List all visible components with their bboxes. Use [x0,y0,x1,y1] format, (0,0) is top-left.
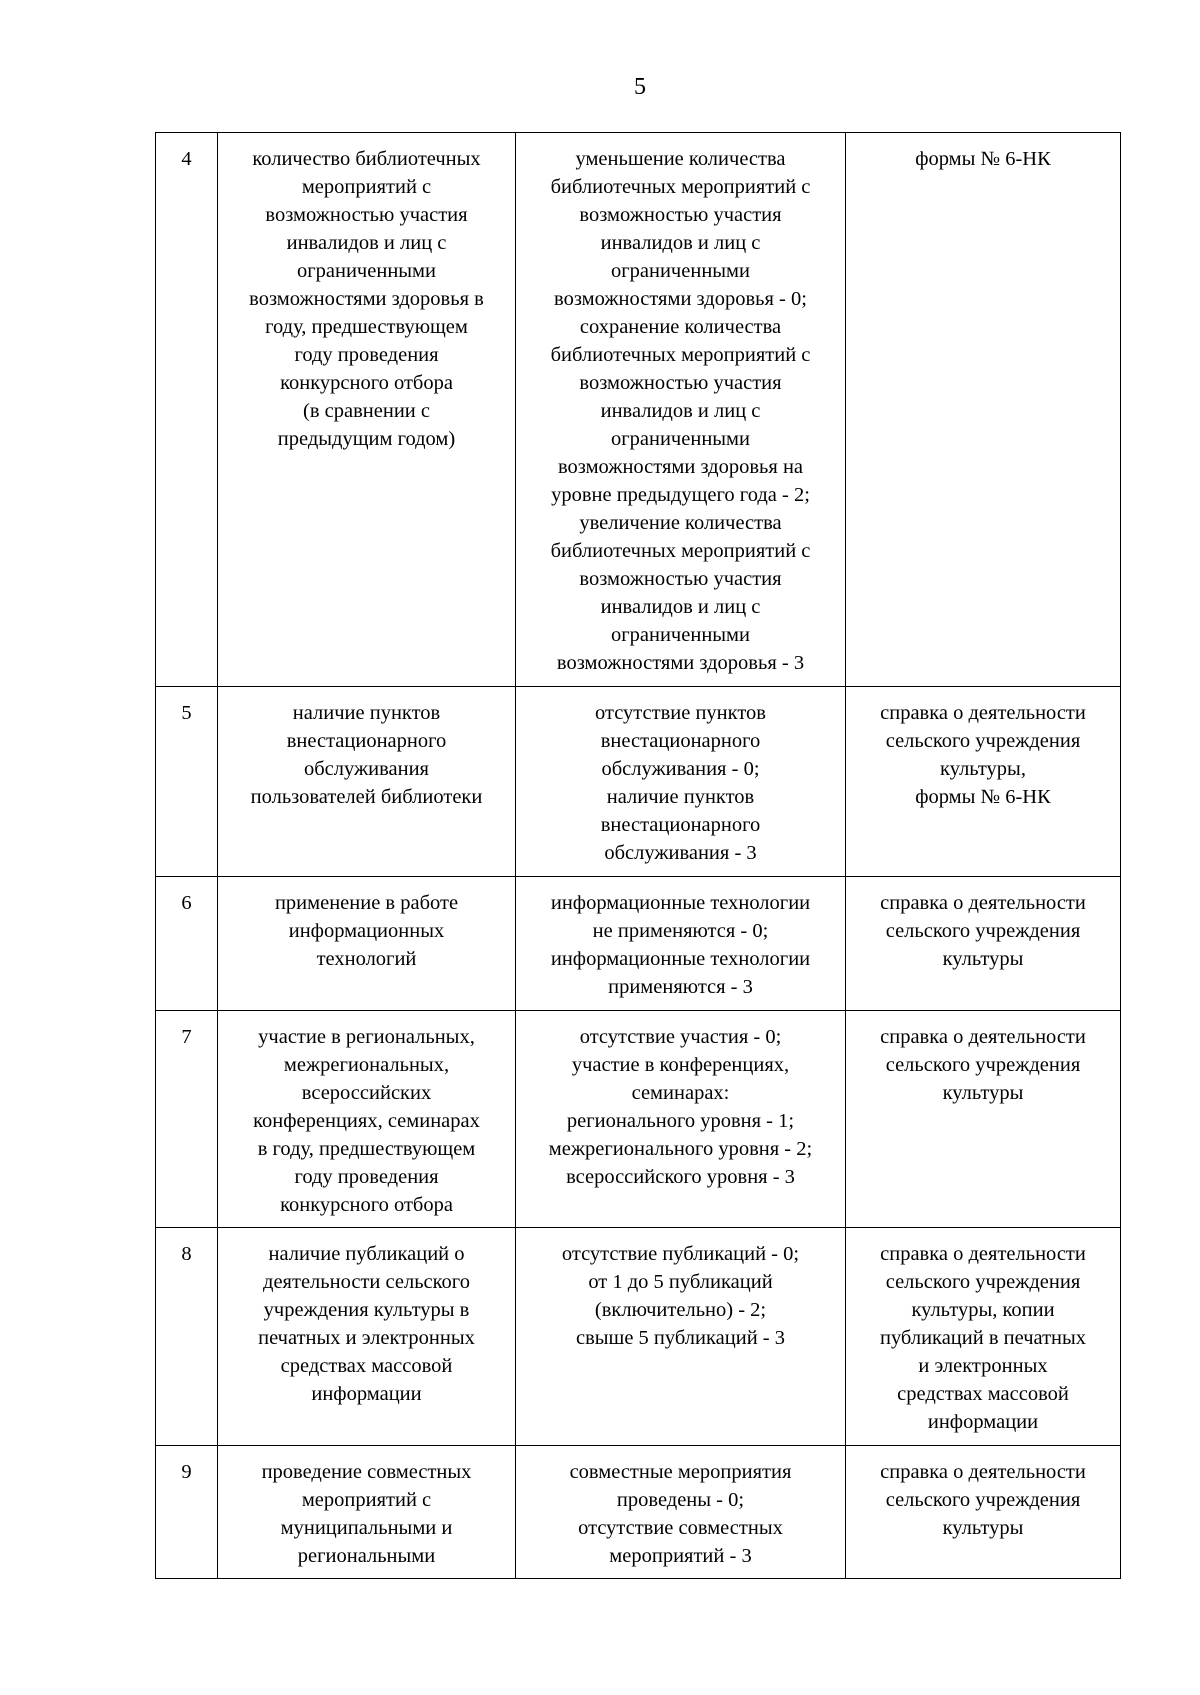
scoring-cell: отсутствие участия - 0; участие в конференциях, семинарах: регионального уровня - 1; межрегионального уровня - 2; всероссийского уровня - 3 [516,1011,846,1228]
scoring-cell: отсутствие пунктов внестационарного обслуживания - 0; наличие пунктов внестационарного обслуживания - 3 [516,687,846,877]
table-row [156,687,1121,877]
criterion-cell: наличие пунктов внестационарного обслуживания пользователей библиотеки [218,687,516,877]
table-row [156,1446,1121,1579]
scoring-cell: совместные мероприятия проведены - 0; отсутствие совместных мероприятий - 3 [516,1446,846,1579]
row-number: 7 [156,1011,218,1228]
criterion-cell: проведение совместных мероприятий с муниципальными и региональными [218,1446,516,1579]
scoring-cell: информационные технологии не применяются - 0; информационные технологии применяются - 3 [516,877,846,1011]
table-row [156,877,1121,1011]
source-cell: формы № 6-НК [846,133,1121,687]
scoring-cell: отсутствие публикаций - 0; от 1 до 5 публикаций (включительно) - 2; свыше 5 публикаций - 3 [516,1228,846,1446]
table-row [156,133,1121,687]
source-cell: справка о деятельности сельского учреждения культуры [846,1011,1121,1228]
source-cell: справка о деятельности сельского учреждения культуры [846,877,1121,1011]
row-number: 6 [156,877,218,1011]
page-number: 5 [634,74,646,100]
criterion-cell: наличие публикаций о деятельности сельского учреждения культуры в печатных и электронных средствах массовой информации [218,1228,516,1446]
criteria-table [155,132,1121,1579]
row-number: 5 [156,687,218,877]
criterion-cell: применение в работе информационных технологий [218,877,516,1011]
criterion-cell: количество библиотечных мероприятий с возможностью участия инвалидов и лиц с ограниченными возможностями здоровья в году, предшествующем году проведения конкурсного отбора (в сравнении с предыдущим годом) [218,133,516,687]
scoring-cell: уменьшение количества библиотечных мероприятий с возможностью участия инвалидов и лиц с ограниченными возможностями здоровья - 0; сохранение количества библиотечных мероприятий с возможностью участия инвалидов и лиц с ограниченными возможностями здоровья на уровне предыдущего года - 2; увеличение количества библиотечных мероприятий с возможностью участия инвалидов и лиц с ограниченными возможностями здоровья - 3 [516,133,846,687]
row-number: 9 [156,1446,218,1579]
source-cell: справка о деятельности сельского учреждения культуры, копии публикаций в печатных и электронных средствах массовой информации [846,1228,1121,1446]
table-row [156,1228,1121,1446]
row-number: 4 [156,133,218,687]
source-cell: справка о деятельности сельского учреждения культуры, формы № 6-НК [846,687,1121,877]
criterion-cell: участие в региональных, межрегиональных, всероссийских конференциях, семинарах в году, предшествующем году проведения конкурсного отбора [218,1011,516,1228]
source-cell: справка о деятельности сельского учреждения культуры [846,1446,1121,1579]
table-row [156,1011,1121,1228]
row-number: 8 [156,1228,218,1446]
